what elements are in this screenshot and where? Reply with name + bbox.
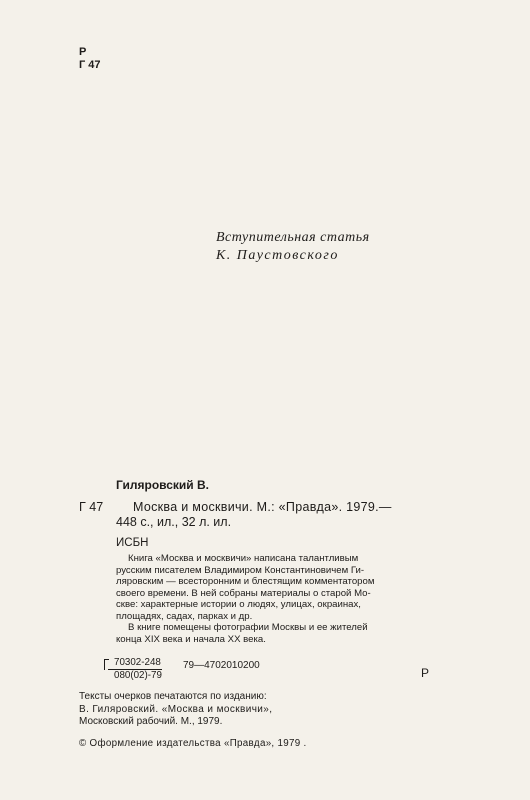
annotation <box>116 553 416 645</box>
source-note-line: Московский рабочий. М., 1979. <box>79 716 223 727</box>
annotation-line: В книге помещены фотографии Москвы и ее жителей <box>128 622 368 633</box>
annotation-line: русским писателем Владимиром Константиновичем Ги- <box>116 564 365 576</box>
fraction-bracket <box>104 659 109 670</box>
source-note-line: В. Гиляровский. «Москва и москвичи», <box>79 703 273 715</box>
annotation-line: скве: характерные истории о людях, улицах, окраинах, <box>116 599 361 610</box>
intro-author: К. Паустовского <box>216 248 339 263</box>
bibliographic-title-line: Москва и москвичи. М.: «Правда». 1979.— <box>133 500 392 514</box>
annotation-line: конца XIX века и начала XX века. <box>116 633 266 645</box>
fraction-denominator: 080(02)-79 <box>108 669 162 682</box>
copyright-notice: © Оформление издательства «Правда», 1979 . <box>79 738 307 749</box>
source-note-line: Тексты очерков печатаются по изданию: <box>79 691 267 702</box>
source-note <box>79 691 272 729</box>
annotation-line: своего времени. В ней собраны материалы о старой Мо- <box>116 587 371 599</box>
classification-index-g: Г 47 <box>79 59 101 71</box>
intro-article-label: Вступительная статья <box>216 230 370 245</box>
bibliographic-pages-line: 448 с., ил., 32 л. ил. <box>116 515 232 529</box>
annotation-line: ляровским — всесторонним и блестящим комментатором <box>116 576 375 587</box>
annotation-line: площадях, садах, парках и др. <box>116 610 253 622</box>
book-author: Гиляровский В. <box>116 478 210 492</box>
classification-index-r: Р <box>79 46 87 58</box>
classification-mark: Р <box>421 666 430 680</box>
isbn-label: ИСБН <box>116 537 149 549</box>
annotation-line: Книга «Москва и москвичи» написана талантливым <box>128 553 359 564</box>
catalog-code: Г 47 <box>79 500 104 514</box>
series-code: 79—4702010200 <box>183 660 260 671</box>
publication-code-fraction <box>108 657 162 682</box>
fraction-numerator: 70302-248 <box>114 657 161 668</box>
